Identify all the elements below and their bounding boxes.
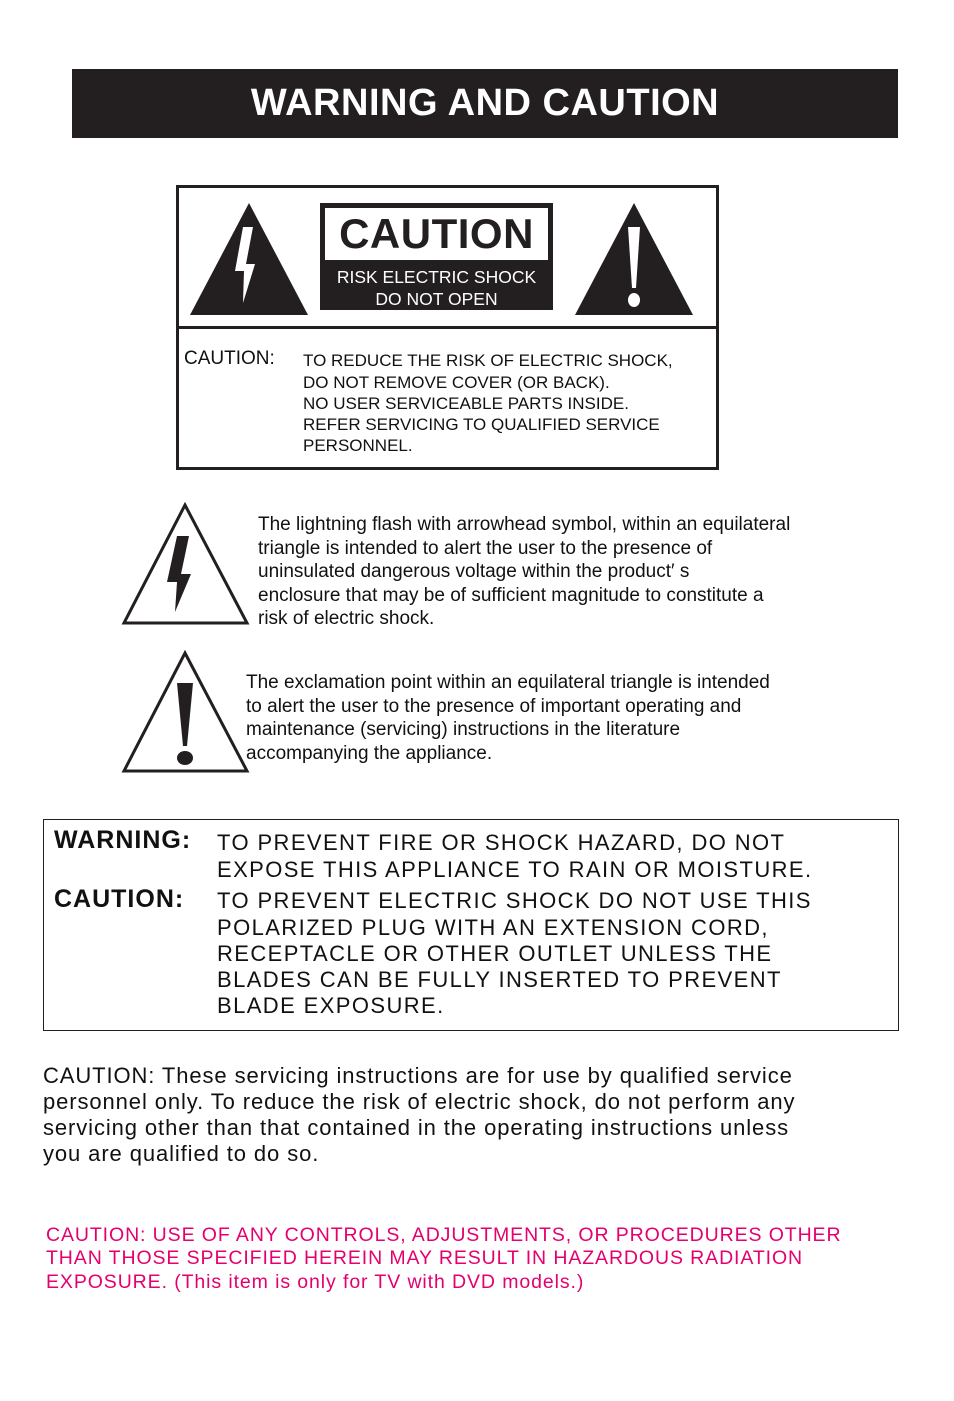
warning-line: EXPOSE THIS APPLIANCE TO RAIN OR MOISTURE. <box>217 857 813 882</box>
caution-line: BLADE EXPOSURE. <box>217 993 445 1018</box>
notice-line: TO REDUCE THE RISK OF ELECTRIC SHOCK, <box>303 351 673 370</box>
radiation-line: THAN THOSE SPECIFIED HEREIN MAY RESULT IN HAZARDOUS RADIATION <box>46 1247 804 1269</box>
exclamation-triangle-icon <box>573 201 695 317</box>
caution-line: RECEPTACLE OR OTHER OUTLET UNLESS THE <box>217 941 773 966</box>
explanation-line: accompanying the appliance. <box>246 742 493 764</box>
warning-line: TO PREVENT FIRE OR SHOCK HAZARD, DO NOT <box>217 830 786 855</box>
explanation-line: maintenance (servicing) instructions in the literature <box>246 719 681 740</box>
notice-line: PERSONNEL. <box>303 436 413 455</box>
explanation-line: The exclamation point within an equilateral triangle is intended <box>246 672 770 693</box>
warning-heading: WARNING: <box>54 826 192 854</box>
caution-word-box <box>325 208 548 260</box>
caution-line: POLARIZED PLUG WITH AN EXTENSION CORD, <box>217 915 769 940</box>
notice-line: DO NOT REMOVE COVER (OR BACK). <box>303 373 610 392</box>
servicing-line: personnel only. To reduce the risk of electric shock, do not perform any <box>43 1089 796 1114</box>
caution-line: BLADES CAN BE FULLY INSERTED TO PREVENT <box>217 967 782 992</box>
explanation-line: triangle is intended to alert the user to the presence of <box>258 537 713 559</box>
lightning-explanation <box>258 513 790 631</box>
exclamation-triangle-icon <box>121 650 251 774</box>
page-title: WARNING AND CAUTION <box>250 82 720 124</box>
explanation-line: The lightning flash with arrowhead symbol, within an equilateral <box>258 514 791 535</box>
notice-line: REFER SERVICING TO QUALIFIED SERVICE <box>303 415 660 434</box>
servicing-line: CAUTION: These servicing instructions are for use by qualified service <box>43 1063 793 1088</box>
explanation-line: to alert the user to the presence of important operating and <box>246 695 742 717</box>
warning-box <box>43 819 899 1031</box>
notice-prefix: CAUTION: <box>184 348 275 369</box>
caution-word: CAUTION <box>339 210 534 257</box>
exclamation-explanation <box>246 671 770 765</box>
radiation-line: EXPOSURE. (This item is only for TV with DVD models.) <box>46 1271 585 1293</box>
caution-label <box>176 185 719 470</box>
plate-line: DO NOT OPEN <box>375 289 498 309</box>
caution-line: TO PREVENT ELECTRIC SHOCK DO NOT USE THIS <box>217 888 812 913</box>
header-banner <box>72 69 898 138</box>
explanation-line: risk of electric shock. <box>258 608 435 629</box>
notice-line: NO USER SERVICEABLE PARTS INSIDE. <box>303 394 629 413</box>
lightning-triangle-icon <box>121 502 251 626</box>
servicing-line: you are qualified to do so. <box>43 1141 320 1166</box>
servicing-line: servicing other than that contained in the operating instructions unless <box>43 1115 789 1140</box>
lightning-triangle-icon <box>188 201 310 317</box>
explanation-line: uninsulated dangerous voltage within the product′ s <box>258 561 690 582</box>
plate-line: RISK ELECTRIC SHOCK <box>336 267 537 287</box>
caution-plate <box>320 203 553 310</box>
explanation-line: enclosure that may be of sufficient magnitude to constitute a <box>258 584 764 606</box>
caution-heading: CAUTION: <box>54 885 185 913</box>
label-divider <box>179 326 716 329</box>
radiation-line: CAUTION: USE OF ANY CONTROLS, ADJUSTMENTS, OR PROCEDURES OTHER <box>46 1224 842 1246</box>
